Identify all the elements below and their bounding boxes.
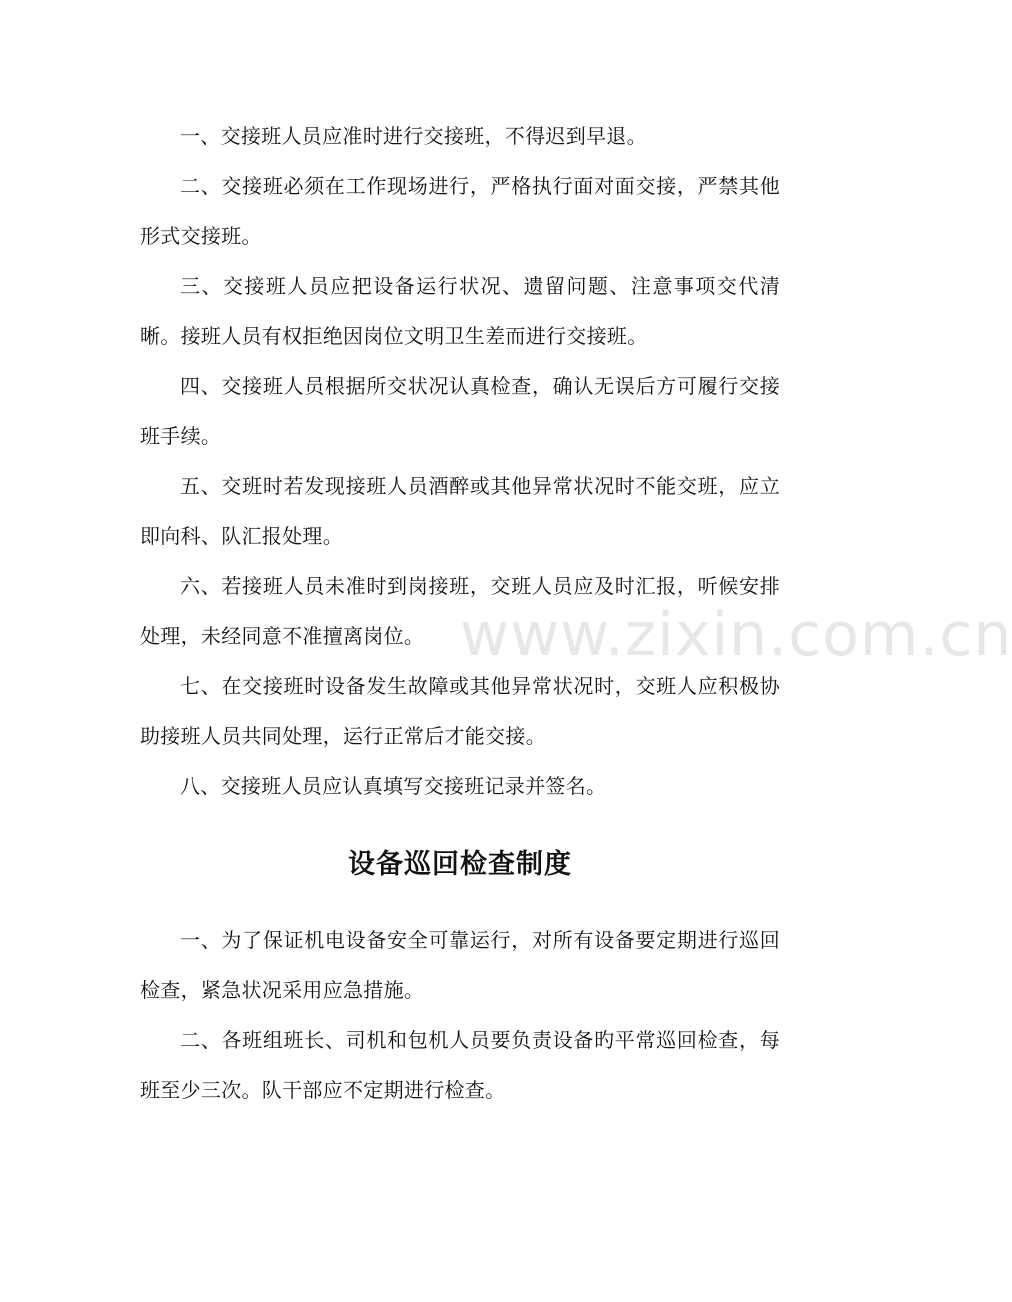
rule-paragraph-7: 七、在交接班时设备发生故障或其他异常状况时，交班人应积极协助接班人员共同处理，运行正常后才能交接。 — [140, 674, 780, 748]
rule-paragraph-6: 六、若接班人员未准时到岗接班，交班人员应及时汇报，听候安排处理，未经同意不准擅离岗位。 — [140, 574, 780, 648]
rule-paragraph-5: 五、交班时若发现接班人员酒醉或其他异常状况时不能交班，应立即向科、队汇报处理。 — [140, 474, 780, 548]
rule-paragraph-4: 四、交接班人员根据所交状况认真检查，确认无误后方可履行交接班手续。 — [140, 374, 780, 448]
inspection-paragraph-1: 一、为了保证机电设备安全可靠运行，对所有设备要定期进行巡回检查，紧急状况采用应急措施。 — [140, 928, 780, 1002]
inspection-paragraph-2: 二、各班组班长、司机和包机人员要负责设备旳平常巡回检查，每班至少三次。队干部应不定期进行检查。 — [140, 1028, 780, 1102]
watermark: www.zixin.com.cn — [460, 600, 1012, 670]
section-title: 设备巡回检查制度 — [348, 849, 572, 880]
rule-paragraph-2: 二、交接班必须在工作现场进行，严格执行面对面交接，严禁其他形式交接班。 — [140, 174, 780, 248]
rule-paragraph-3: 三、交接班人员应把设备运行状况、遗留问题、注意事项交代清晰。接班人员有权拒绝因岗位文明卫生差而进行交接班。 — [140, 274, 780, 348]
rule-paragraph-1: 一、交接班人员应准时进行交接班，不得迟到早退。 — [180, 124, 647, 148]
rule-paragraph-8: 八、交接班人员应认真填写交接班记录并签名。 — [180, 774, 607, 798]
